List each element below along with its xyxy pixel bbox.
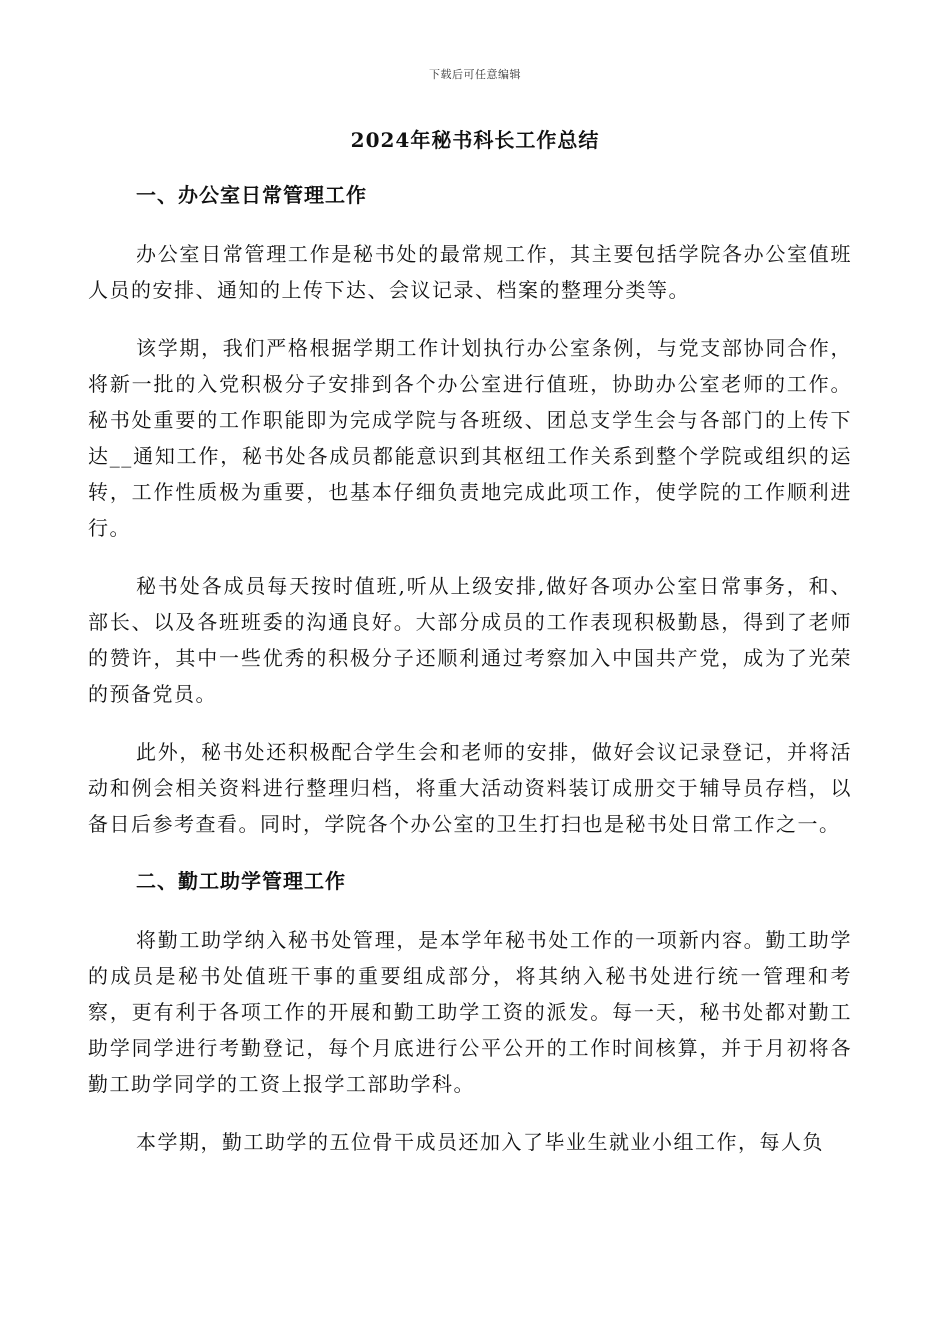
document-body <box>88 178 852 1182</box>
paragraph: 此外，秘书处还积极配合学生会和老师的安排，做好会议记录登记，并将活动和例会相关资料进行整理归档，将重大活动资料装订成册交于辅导员存档，以备日后参考查看。同时，学院各个办公室的卫生打扫也是秘书处日常工作之一。 <box>88 740 852 836</box>
section-heading-2: 二、勤工助学管理工作 <box>136 869 346 893</box>
header-note: 下载后可任意编辑 <box>429 68 521 81</box>
paragraph: 办公室日常管理工作是秘书处的最常规工作，其主要包括学院各办公室值班人员的安排、通知的上传下达、会议记录、档案的整理分类等。 <box>88 242 852 302</box>
paragraph: 秘书处各成员每天按时值班,听从上级安排,做好各项办公室日常事务，和、部长、以及各班班委的沟通良好。大部分成员的工作表现积极勤恳，得到了老师的赞许，其中一些优秀的积极分子还顺利通过考察加入中国共产党，成为了光荣的预备党员。 <box>88 574 852 706</box>
document-title: 2024年秘书科长工作总结 <box>350 128 600 152</box>
section-heading-1: 一、办公室日常管理工作 <box>136 183 367 207</box>
paragraph: 本学期，勤工助学的五位骨干成员还加入了毕业生就业小组工作，每人负 <box>136 1130 824 1154</box>
paragraph: 该学期，我们严格根据学期工作计划执行办公室条例，与党支部协同合作，将新一批的入党积极分子安排到各个办公室进行值班，协助办公室老师的工作。秘书处重要的工作职能即为完成学院与各班级、团总支学生会与各部门的上传下达__通知工作，秘书处各成员都能意识到其枢纽工作关系到整个学院或组织的运转，工作性质极为重要，也基本仔细负责地完成此项工作，使学院的工作顺利进行。 <box>88 336 852 540</box>
paragraph: 将勤工助学纳入秘书处管理，是本学年秘书处工作的一项新内容。勤工助学的成员是秘书处值班干事的重要组成部分，将其纳入秘书处进行统一管理和考察，更有利于各项工作的开展和勤工助学工资的派发。每一天，秘书处都对勤工助学同学进行考勤登记，每个月底进行公平公开的工作时间核算，并于月初将各勤工助学同学的工资上报学工部助学科。 <box>88 928 852 1096</box>
